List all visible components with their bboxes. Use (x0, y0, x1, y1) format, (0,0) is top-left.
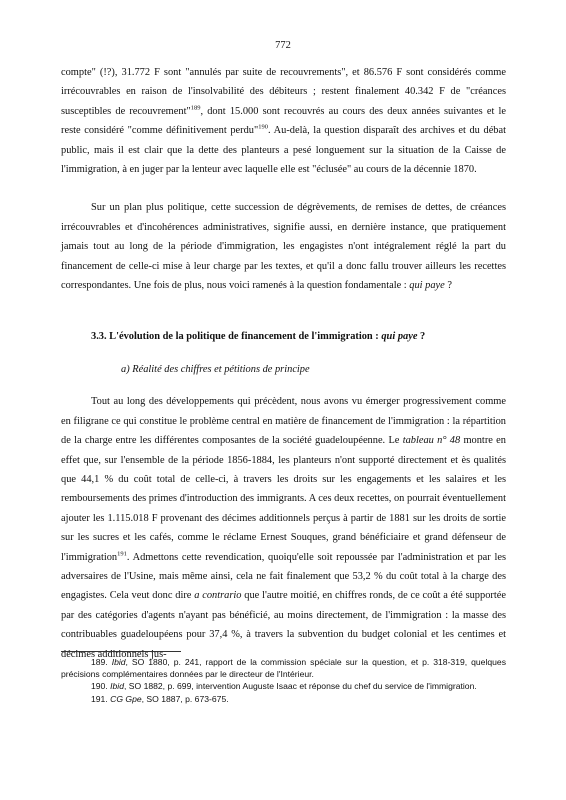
footnotes (61, 657, 506, 706)
footnote-ref-190[interactable]: 190 (258, 123, 268, 131)
heading-text: ? (417, 331, 426, 343)
text-run: ? (444, 280, 452, 292)
text-italic: a contrario (194, 590, 242, 602)
footnote-text: , SO 1882, p. 699, intervention Auguste Isaac et réponse du chef du service de l'immigration. (123, 681, 477, 692)
main-text (61, 63, 506, 664)
footnote-number: 190. (91, 681, 111, 692)
section-heading (61, 327, 506, 346)
text-run: Tout au long des développements qui précèdent, nous avons vu émerger progressivement comme en filigrane ce qui constitue le problème central en matière de financement de l'immigration : la répartition de la charge entre les différentes composantes de la société guadeloupéenne. Le (61, 396, 506, 447)
text-run: que l'autre moitié, en chiffres ronds, de ce coût a été supportée par des catégories d'agents n'ayant pas bénéficié, au moins directement, de l'immigration : la masse des contribuables guadeloupéens pour 37,4 %, à travers la subvention du budget colonial et les centimes et décimes additionnels jus- (61, 590, 506, 660)
footnote-ref-189[interactable]: 189 (190, 104, 201, 112)
page-number: 772 (275, 40, 291, 51)
footnote-source: CG Gpe (110, 693, 142, 704)
footnote-text: , SO 1887, p. 673-675. (141, 693, 229, 704)
footnote-ref-191[interactable]: 191 (117, 550, 127, 558)
text-run: compte" (!?), 31.772 F sont "annulés par suite de recouvrements", et 86.576 F sont considérés comme irrécouvrables en raison de l'insolvabilité des débiteurs ; restent finalement 40.342 F de "créances susceptibles de recouvrement" (61, 67, 506, 117)
footnote-number: 191. (91, 693, 111, 704)
text-italic: qui paye (409, 280, 445, 292)
text-run: , dont 15.000 sont recouvrés au cours des deux années suivantes et le reste considéré "comme définitivement perdu" (61, 105, 506, 137)
paragraph-political (61, 198, 506, 295)
heading-text: 3.3. L'évolution de la politique de financement de l'immigration : (91, 331, 382, 343)
paragraph-financing (61, 392, 506, 664)
text-run: . Au-delà, la question disparaît des archives et du débat public, mais il est clair que la dette des planteurs a pesé longuement sur la situation de la Caisse de l'immigration, à en juger par la lenteur avec laquelle elle est "éclusée" au cours de la décennie 1870. (61, 125, 507, 176)
text-run: . Admettons cette revendication, quoiqu'elle soit repoussée par l'administration et par les adversaires de l'Usine, mais même ainsi, cela ne fait finalement que 53,2 % du coût total à la charge des engagistes. Cela veut donc dire (61, 551, 506, 602)
footnote-text: , SO 1880, p. 241, rapport de la commission spéciale sur la question, et p. 318-319, quelques précisions complémentaires données par le directeur de l'Intérieur. (61, 657, 506, 679)
footnote-source: Ibid (110, 681, 124, 692)
paragraph-continuation (61, 63, 506, 179)
footnote-191 (61, 694, 506, 706)
footnote-number: 189. (91, 657, 112, 667)
subsection-heading: a) Réalité des chiffres et pétitions de principe (121, 363, 310, 375)
footnote-separator (61, 651, 181, 652)
table-reference: tableau n° 48 (402, 435, 461, 447)
text-run: Sur un plan plus politique, cette succession de dégrèvements, de remises de dettes, de créances irrécouvrables et d'incohérences administratives, signifie aussi, en dernière instance, que pratiquement jamais tout au long de la période d'immigration, les engagistes n'ont intégralement réglé la part du financement de celle-ci mise à leur charge par les textes, et qu'il a donc fallu trouver ailleurs les recettes correspondantes. Une fois de plus, nous voici ramenés à la question fondamentale : (61, 202, 506, 292)
footnote-189 (61, 657, 506, 680)
heading-italic: qui paye (381, 331, 418, 343)
footnote-190 (61, 681, 506, 693)
text-run: montre en effet que, sur l'ensemble de la période 1856-1884, les planteurs n'ont supporté directement et ès qualités que 44,1 % du coût total de celle-ci, à travers les droits sur les engagements et les salaires et les remboursements des primes d'introduction des immigrants. A ces deux recettes, on pourrait éventuellement ajouter les 1.115.018 F provenant des décimes additionnels perçus à partir de 1881 sur les droits de sortie sur les sucres et les cafés, comme le réclame Ernest Souques, grand bénéficiaire et grand défenseur de l'immigration (61, 435, 506, 563)
footnote-source: Ibid (111, 657, 126, 667)
